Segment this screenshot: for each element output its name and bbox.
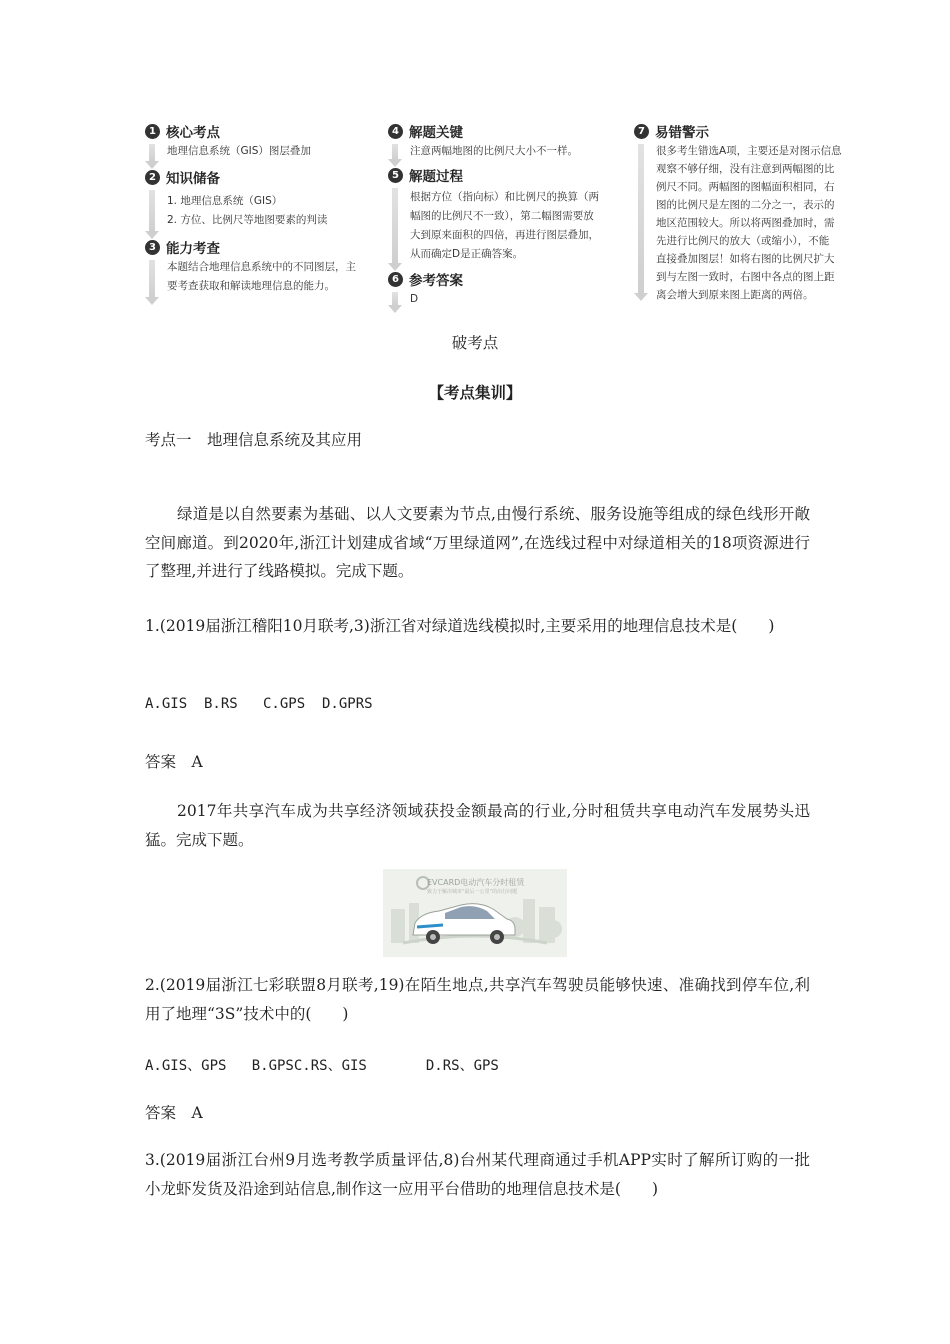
section-key <box>388 120 623 142</box>
section-title: 参考答案 <box>409 273 463 289</box>
intro-paragraph-2: 2017年共享汽车成为共享经济领域获投金额最高的行业,分时租赁共享电动汽车发展势头迅猛。完成下题。 <box>145 802 810 849</box>
question-2-stem: 2.(2019届浙江七彩联盟8月联考,19)在陌生地点,共享汽车驾驶员能够快速、准确找到停车位,利用了地理“3S”技术中的( ) <box>145 976 810 1023</box>
step-number: 1 <box>145 124 160 139</box>
section-line: 图的比例尺是左图的二分之一，表示的 <box>656 199 835 211</box>
summary-column-1 <box>145 120 360 302</box>
section-process <box>388 164 623 186</box>
brand-text: EVCARD电动汽车分时租赁 <box>427 878 525 887</box>
section-ability <box>145 236 360 258</box>
section-body <box>634 142 854 301</box>
topic-title: 考点一 地理信息系统及其应用 <box>145 431 363 449</box>
question-2-answer: 答案 A <box>145 1104 203 1122</box>
down-arrow-icon <box>149 260 155 298</box>
slogan-text: 致力于解决城市“最后一公里”的出行问题 <box>427 889 518 895</box>
section-line: 2. 方位、比例尺等地图要素的判读 <box>167 214 328 226</box>
step-number: 4 <box>388 124 403 139</box>
section-answer <box>388 268 623 290</box>
down-arrow-icon <box>392 144 398 160</box>
summary-column-2 <box>388 120 623 310</box>
down-arrow-icon <box>392 188 398 264</box>
section-line: 先进行比例尺的放大（或缩小），不能 <box>656 235 830 247</box>
section-title: 易错警示 <box>655 125 709 141</box>
section-line: 地理信息系统（GIS）图层叠加 <box>167 145 311 157</box>
step-number: 3 <box>145 240 160 255</box>
section-line: 观察不够仔细，没有注意到两幅图的比 <box>656 163 835 175</box>
section-body <box>388 186 623 268</box>
page-heading: 破考点 <box>451 334 499 352</box>
intro-paragraph-1: 绿道是以自然要素为基础、以人文要素为节点,由慢行系统、服务设施等组成的绿色线形开敞空间廊道。到2020年,浙江计划建成省域“万里绿道网”,在选线过程中对绿道相关的18项资源进行了整理,并进行了线路模拟。完成下题。 <box>145 505 810 580</box>
section-body <box>145 258 360 302</box>
step-number: 2 <box>145 170 160 185</box>
section-line: 从而确定D是正确答案。 <box>410 248 524 260</box>
step-number: 5 <box>388 168 403 183</box>
evcard-car-image <box>383 869 567 957</box>
question-2-options: A.GIS、GPS B.GPSC.RS、GIS D.RS、GPS <box>145 1058 499 1074</box>
down-arrow-icon <box>149 190 155 232</box>
section-line: 要考查获取和解读地理信息的能力。 <box>167 280 335 292</box>
section-title: 解题过程 <box>409 169 463 185</box>
section-line: 很多考生错选A项，主要还是对图示信息 <box>656 145 842 157</box>
section-line: 例尺不同。两幅图的图幅面积相同，右 <box>656 181 835 193</box>
section-line: 1. 地理信息系统（GIS） <box>167 195 283 207</box>
section-line: 大到原来面积的四倍，再进行图层叠加， <box>410 229 599 241</box>
question-1-stem: 1.(2019届浙江稽阳10月联考,3)浙江省对绿道选线模拟时,主要采用的地理信息技术是( ) <box>145 617 775 635</box>
section-line: 直接叠加图层！如将右图的比例尺扩大 <box>656 253 835 265</box>
section-body <box>145 142 360 166</box>
section-line: 本题结合地理信息系统中的不同图层，主 <box>167 261 356 273</box>
question-1-options: A.GIS B.RS C.GPS D.GPRS <box>145 696 373 712</box>
summary-column-3 <box>634 120 854 301</box>
section-line: 到与左图一致时，右图中各点的图上距 <box>656 271 835 283</box>
section-line: 根据方位（指向标）和比例尺的换算（两 <box>410 191 599 203</box>
section-title: 能力考查 <box>166 241 220 257</box>
section-body <box>145 188 360 236</box>
section-body <box>388 142 623 164</box>
down-arrow-icon <box>149 144 155 162</box>
section-line: 地区范围较大。所以将两图叠加时，需 <box>656 217 835 229</box>
section-subheading: 【考点集训】 <box>428 383 522 402</box>
section-title: 知识储备 <box>166 171 220 187</box>
section-line: 离会增大到原来图上距离的两倍。 <box>656 289 814 301</box>
question-3-stem: 3.(2019届浙江台州9月选考教学质量评估,8)台州某代理商通过手机APP实时了解所订购的一批小龙虾发货及沿途到站信息,制作这一应用平台借助的地理信息技术是( ) <box>145 1151 810 1198</box>
down-arrow-icon <box>392 292 398 306</box>
section-knowledge <box>145 166 360 188</box>
down-arrow-icon <box>638 144 644 294</box>
section-core-point <box>145 120 360 142</box>
section-warning <box>634 120 854 142</box>
section-line: 幅图的比例尺不一致），第二幅图需要放 <box>410 210 594 222</box>
step-number: 6 <box>388 272 403 287</box>
section-line: D <box>410 293 419 305</box>
section-line: 注意两幅地图的比例尺大小不一样。 <box>410 145 578 157</box>
section-title: 核心考点 <box>166 125 220 141</box>
section-body <box>388 290 623 310</box>
section-title: 解题关键 <box>409 125 463 141</box>
question-1-answer: 答案 A <box>145 753 203 771</box>
step-number: 7 <box>634 124 649 139</box>
